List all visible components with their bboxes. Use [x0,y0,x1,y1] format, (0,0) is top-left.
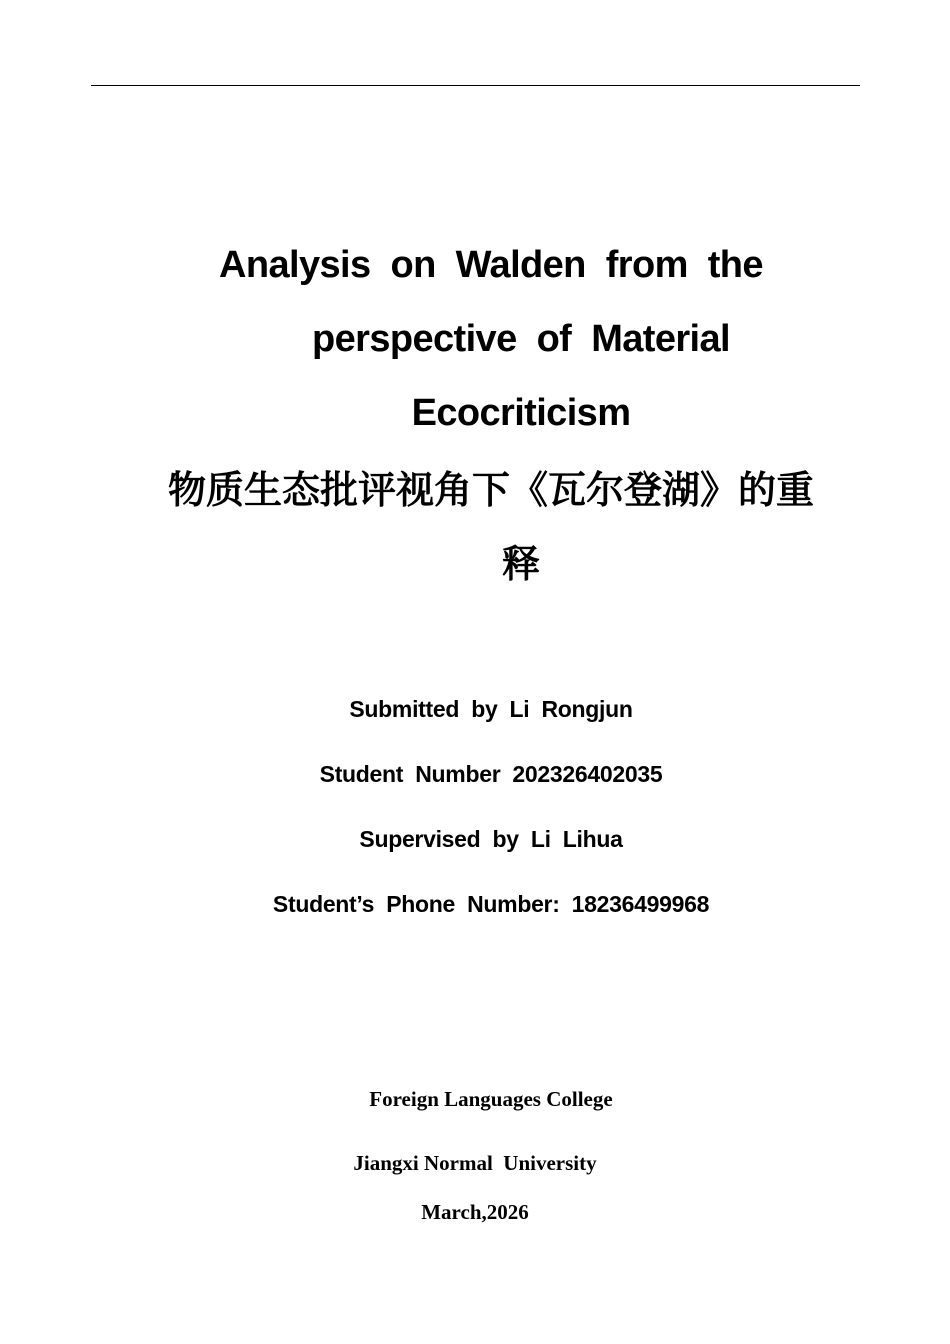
submission-date: March,2026 [421,1200,529,1224]
student-number: Student Number 202326402035 [319,761,663,787]
title-en-line-1: Analysis on Walden from the [219,244,763,286]
title-en-line-2: perspective of Material [311,318,731,360]
title-cn-line-1: 物质生态批评视角下《瓦尔登湖》的重 [167,468,814,512]
college-name: Foreign Languages College [369,1087,613,1111]
title-cn-line-2: 释 [501,542,540,586]
student-phone: Student’s Phone Number: 18236499968 [272,891,710,917]
title-en-line-3: Ecocriticism [411,392,631,434]
supervised-by: Supervised by Li Lihua [359,826,623,852]
university-name: Jiangxi Normal University [353,1151,597,1175]
header-rule [91,85,860,86]
submitted-by: Submitted by Li Rongjun [349,696,633,722]
